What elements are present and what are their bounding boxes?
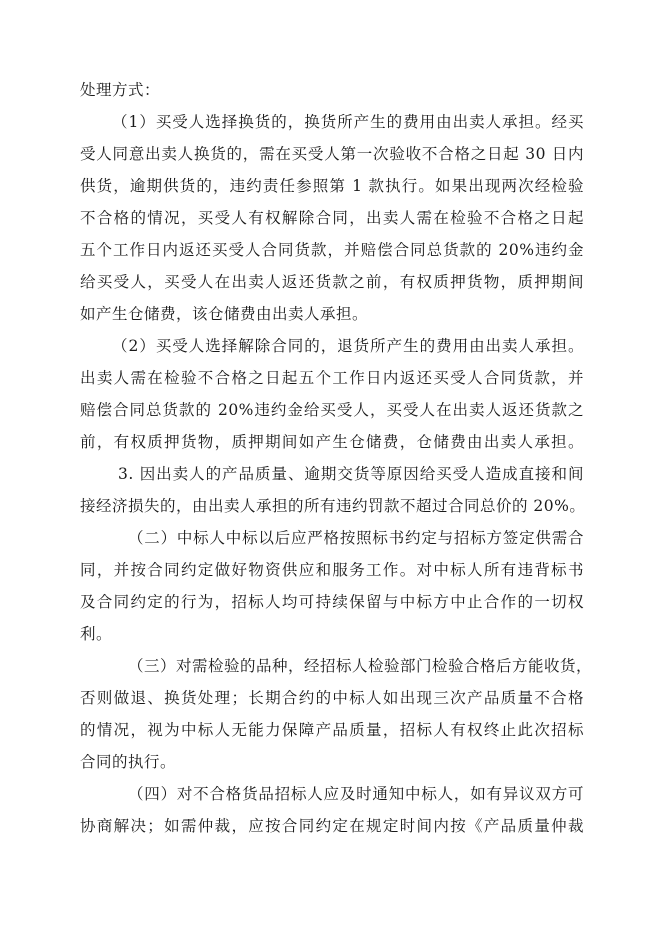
text-line-section-4: （四）对不合格货品招标人应及时通知中标人，如有异议双方可 xyxy=(128,785,584,803)
text-line-item-3: 3. 因出卖人的产品质量、逾期交货等原因给买受人造成直接和间 xyxy=(118,465,584,483)
text-line: 及合同约定的行为，招标人均可持续保留与中标方中止合作的一切权 xyxy=(80,593,584,611)
text-line-clause-1: （1）买受人选择换货的，换货所产生的费用由出卖人承担。经买 xyxy=(112,113,584,131)
text-line-section-2: （二）中标人中标以后应严格按照标书约定与招标方签定供需合 xyxy=(128,529,584,547)
text-line: 协商解决；如需仲裁，应按合同约定在规定时间内按《产品质量仲裁 xyxy=(80,817,584,835)
text-line: 供货，逾期供货的，违约责任参照第 1 款执行。如果出现两次经检验 xyxy=(80,177,584,195)
text-line-heading: 处理方式： xyxy=(80,81,161,99)
text-line: 不合格的情况，买受人有权解除合同，出卖人需在检验不合格之日起 xyxy=(80,209,584,227)
document-page xyxy=(80,74,593,842)
text-line: 给买受人，买受人在出卖人返还货款之前，有权质押货物，质押期间 xyxy=(80,273,584,291)
text-line: 同，并按合同约定做好物资供应和服务工作。对中标人所有违背标书 xyxy=(80,561,584,579)
text-line: 前，有权质押货物，质押期间如产生仓储费，仓储费由出卖人承担。 xyxy=(80,433,584,451)
text-line: 否则做退、换货处理；长期合约的中标人如出现三次产品质量不合格 xyxy=(80,689,584,707)
text-line: 接经济损失的，由出卖人承担的所有违约罚款不超过合同总价的 20%。 xyxy=(80,497,586,515)
text-line: 赔偿合同总货款的 20%违约金给买受人，买受人在出卖人返还货款之 xyxy=(80,401,584,419)
text-line: 如产生仓储费，该仓储费由出卖人承担。 xyxy=(80,305,369,323)
text-line: 受人同意出卖人换货的，需在买受人第一次验收不合格之日起 30 日内 xyxy=(80,145,584,163)
text-line-clause-2: （2）买受人选择解除合同的，退货所产生的费用由出卖人承担。 xyxy=(112,337,584,355)
text-line: 合同的执行。 xyxy=(80,753,177,771)
text-line-section-3: （三）对需检验的品种，经招标人检验部门检验合格后方能收货， xyxy=(128,657,593,675)
text-line: 五个工作日内返还买受人合同货款，并赔偿合同总货款的 20%违约金 xyxy=(80,241,584,259)
text-line: 出卖人需在检验不合格之日起五个工作日内返还买受人合同货款，并 xyxy=(80,369,584,387)
text-line: 利。 xyxy=(80,625,113,643)
text-line: 的情况，视为中标人无能力保障产品质量，招标人有权终止此次招标 xyxy=(80,721,584,739)
